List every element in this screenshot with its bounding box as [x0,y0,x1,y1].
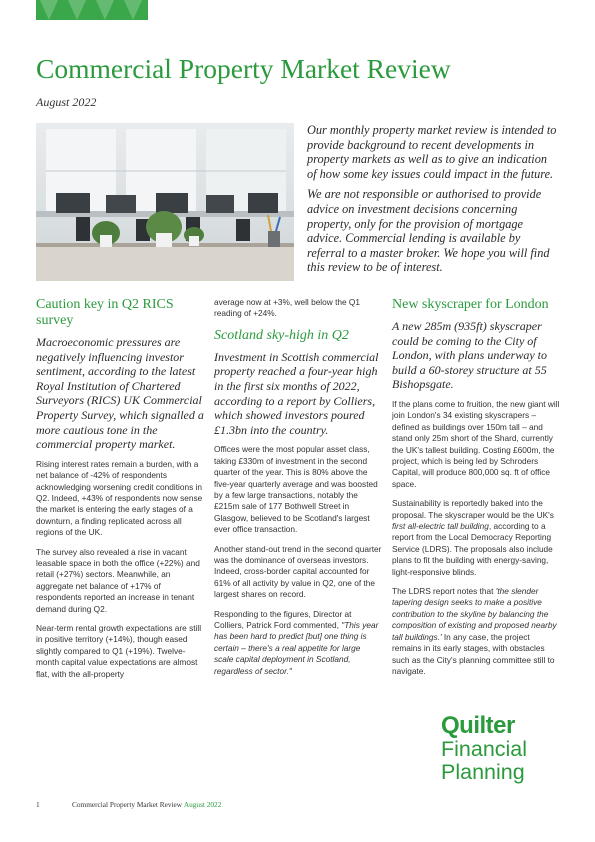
article-lead: Investment in Scottish commercial property reached a four-year high in the first six months of 2022, according to a report by Colliers, which showed investors poured £1.3bn into the country. [214,349,379,437]
article-rics-survey [36,297,204,688]
text-span: Sustainability is reportedly baked into the proposal. The skyscraper would be the UK's [392,498,554,520]
page-number: 1 [36,800,40,809]
brand-top-bar [36,0,148,20]
logo-line-3: Planning [441,760,525,784]
article-heading: Scotland sky-high in Q2 [214,327,349,343]
footer-title: Commercial Property Market Review [72,800,183,809]
article-paragraph: Offices were the most popular asset class, taking £330m of investment in the second quarter of the year. This is 80% above the five-year quarterly average and was boosted by a few large transactions, notably the £215m sale of 177 Bothwell Street in Glasgow, believed to be Scotland's largest ever office transaction. [214,444,378,535]
article-lead: A new 285m (935ft) skyscraper could be coming to the City of London, with plans underway to build a 60-storey structure at 55 Bishopsgate. [392,319,548,392]
article-scotland [214,297,382,685]
quote-text: 'the slender tapering design seeks to make a positive contribution to the skyline by balancing the composition of existing and proposed nearby tall buildings.' [392,586,557,642]
issue-date: August 2022 [36,95,97,109]
quilter-logo [441,714,571,784]
italic-span: first all-electric tall building [392,521,489,532]
page-footer [36,800,221,809]
intro-paragraph-1: Our monthly property market review is intended to provide background to recent developments in property markets as well as to give an indication of how some key issues could impact in the future. [307,123,557,181]
text-span: In any case, the project remains in its early stages, with obstacles such as the City's planning committee still to navigate. [392,631,555,676]
article-heading: New skyscraper for London [392,297,549,312]
article-paragraph: Another stand-out trend in the second quarter was the dominance of overseas investors. Indeed, cross-border capital accounted for 61% of all activity by value in Q2, one of the largest shares on record. [214,543,382,600]
article-paragraph [214,609,382,677]
article-paragraph [392,586,560,677]
logo-line-1: Quilter [441,712,515,739]
quote-text: "This year has been hard to predict [but] one thing is certain – there's a real appetite for large scale capital deployment in Scotland, regardless of sector." [214,620,379,676]
article-paragraph: If the plans come to fruition, the new giant will join London's 34 existing skyscrapers – defined as buildings over 150m tall – and stand only 25m short of the Shard, currently the UK's tallest building. Costing £600m, the project, which is being led by Schroders Capital, will produce 800,000 sq. ft of office space. [392,398,560,489]
article-paragraph [392,498,560,578]
article-paragraph-continued: average now at +3%, well below the Q1 reading of +24%. [214,297,360,319]
text-span: The LDRS report notes that [392,586,496,597]
page-title: Commercial Property Market Review [36,53,451,84]
article-paragraph: Rising interest rates remain a burden, with a net balance of -42% of respondents acknowledging worsening credit conditions in Q2. Indeed, +43% of respondents now sense the market is entering the early stages of a downturn, a finding replicated across all regions of the UK. [36,458,203,538]
logo-line-2: Financial [441,737,528,761]
quote-intro: Responding to the figures, Director at Colliers, Patrick Ford commented, [214,608,352,631]
article-heading: Caution key in Q2 RICS survey [36,297,174,328]
intro-text [307,123,557,281]
office-photo [36,123,294,281]
intro-paragraph-2: We are not responsible or authorised to provide advice on investment decisions concerning property, only for the provision of mortgage advice. Commercial lending is available by referral to a master broker. We hope you will find this review to be of interest. [307,187,550,275]
article-lead: Macroeconomic pressures are negatively influencing investor sentiment, according to the latest Royal Institution of Chartered Surveyors (RICS) UK Commercial Property Survey, which signalled a more cautious tone in the commercial property market. [36,335,204,452]
text-span: , according to a report from the Local Democracy Reporting Service (LDRS). The proposals also include plans to fit the building with energy-saving, light-responsive blinds. [392,521,553,577]
office-photo-illustration [36,123,294,281]
article-paragraph: The survey also revealed a rise in vacant leasable space in both the office (+22%) and retail (+27%) sectors. Meanwhile, an aggregate net balance of +17% of respondents reported an increase in tenant demand during Q2. [36,546,200,614]
article-skyscraper [392,297,560,685]
article-paragraph: Near-term rental growth expectations are still in positive territory (+14%), though eased slightly compared to Q1 (+19%). Twelve-month capital value expectations are almost flat, with the all-property [36,623,202,679]
footer-date: August 2022 [183,800,222,809]
